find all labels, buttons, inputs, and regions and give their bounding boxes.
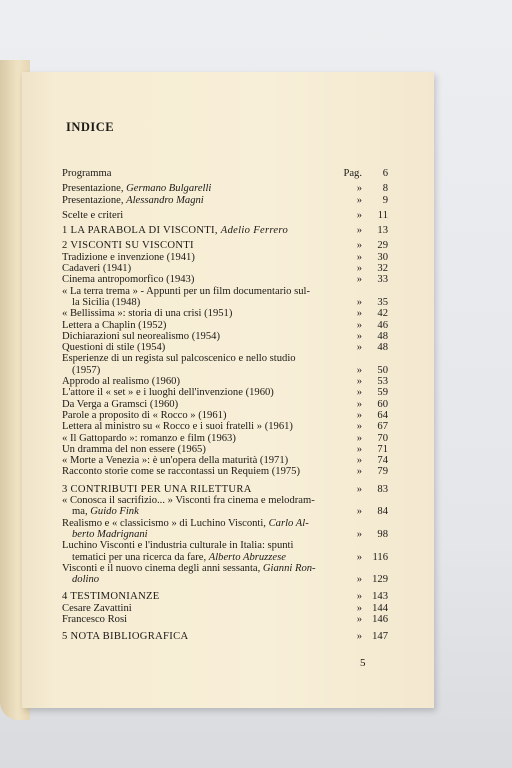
toc-entry-mark: » xyxy=(356,376,362,388)
toc-entry-page: 11 xyxy=(377,209,388,221)
toc-entry-mark: » xyxy=(356,398,362,410)
toc-entry xyxy=(62,331,388,342)
toc-entry xyxy=(62,399,388,410)
toc-entry-text: 1 LA PARABOLA DI VISCONTI, xyxy=(62,225,221,237)
toc-entry-page: 67 xyxy=(377,421,388,433)
toc-entry-text: Cesare Zavattini xyxy=(62,602,132,614)
toc-entry xyxy=(62,308,388,319)
toc-entry-title xyxy=(62,518,340,529)
toc-entry xyxy=(62,387,388,398)
toc-entry-page: 46 xyxy=(377,319,388,331)
toc-entry xyxy=(62,529,388,540)
toc-entry-mark: » xyxy=(356,296,362,308)
toc-entry-text: Lettera a Chaplin (1952) xyxy=(62,319,167,331)
toc-entry-title xyxy=(62,444,340,455)
toc-entry xyxy=(62,484,388,495)
toc-entry xyxy=(62,274,388,285)
toc-entry-mark: » xyxy=(356,421,362,433)
toc-entry-text: « Bellissima »: storia di una crisi (1951) xyxy=(62,308,233,320)
toc-entry-author: Adelio Ferrero xyxy=(220,225,289,237)
toc-entry-title xyxy=(62,376,340,387)
page-heading: INDICE xyxy=(66,120,115,134)
toc-entry xyxy=(62,563,388,574)
toc-entry xyxy=(62,540,388,551)
toc-entry xyxy=(62,614,388,625)
toc-entry xyxy=(62,518,388,529)
book-page xyxy=(22,72,434,708)
toc-entry xyxy=(62,574,388,585)
toc-entry-title xyxy=(62,603,340,614)
toc-entry xyxy=(62,342,388,353)
toc-entry-mark: » xyxy=(356,613,362,625)
toc-entry-title xyxy=(62,591,340,602)
toc-entry-author: dolino xyxy=(72,574,100,586)
toc-entry-page: 9 xyxy=(382,194,388,206)
toc-entry-text: Luchino Visconti e l'industria culturale in Italia: spunti xyxy=(62,540,294,552)
toc-entry-title xyxy=(62,365,340,376)
toc-entry-mark: » xyxy=(356,443,362,455)
toc-entry-page: 48 xyxy=(377,330,388,342)
toc-entry-page: 98 xyxy=(377,528,388,540)
toc-entry-text: Dichiarazioni sul neorealismo (1954) xyxy=(62,330,220,342)
toc-entry-title xyxy=(62,168,340,179)
toc-entry-page: 129 xyxy=(372,574,388,586)
toc-entry-page: 70 xyxy=(377,432,388,444)
toc-entry-title xyxy=(62,421,340,432)
toc-entry-title xyxy=(62,540,340,551)
toc-entry-mark: » xyxy=(356,209,362,221)
toc-entry-author: Alberto Abruzzese xyxy=(208,551,286,563)
toc-entry xyxy=(62,286,388,297)
toc-entry-text: Presentazione, xyxy=(62,194,127,206)
toc-entry-text: Francesco Rosi xyxy=(62,613,128,625)
toc-entry-page: 146 xyxy=(372,613,388,625)
toc-entry-title xyxy=(62,183,340,194)
toc-entry-text: « Morte a Venezia »: è un'opera della maturità (1971) xyxy=(62,455,289,467)
toc-entry-mark: » xyxy=(356,330,362,342)
toc-entry-mark: » xyxy=(356,483,362,495)
toc-entry-text: Esperienze di un regista sul palcoscenico e nello studio xyxy=(62,353,296,365)
toc-entry-title xyxy=(62,455,340,466)
toc-entry-page: 64 xyxy=(377,409,388,421)
toc-entry-text: Cadaveri (1941) xyxy=(62,263,132,275)
toc-entry-title xyxy=(62,263,340,274)
toc-entry-title xyxy=(62,495,340,506)
toc-entry xyxy=(62,365,388,376)
toc-entry-mark: » xyxy=(356,194,362,206)
toc-entry-mark: » xyxy=(356,225,362,237)
toc-entry xyxy=(62,240,388,251)
toc-entry-mark: » xyxy=(356,240,362,252)
toc-entry xyxy=(62,168,388,179)
toc-entry xyxy=(62,591,388,602)
toc-entry-text: 2 VISCONTI SU VISCONTI xyxy=(62,240,194,252)
toc-entry-mark: » xyxy=(356,591,362,603)
toc-entry-author: Guido Fink xyxy=(90,506,139,518)
toc-entry-title xyxy=(62,240,340,251)
toc-entry-text: Cinema antropomorfico (1943) xyxy=(62,274,195,286)
toc-entry-text: ma, xyxy=(72,506,91,518)
toc-entry-title xyxy=(62,353,340,364)
toc-entry-text: Un dramma del non essere (1965) xyxy=(62,443,206,455)
toc-entry-mark: » xyxy=(356,432,362,444)
toc-entry xyxy=(62,263,388,274)
toc-entry-page: 143 xyxy=(372,591,388,603)
toc-entry xyxy=(62,225,388,236)
toc-entry-text: Da Verga a Gramsci (1960) xyxy=(62,398,179,410)
toc-entry-mark: » xyxy=(356,274,362,286)
toc-entry xyxy=(62,603,388,614)
toc-entry-title xyxy=(62,252,340,263)
toc-entry-page: 48 xyxy=(377,342,388,354)
toc-entry-mark: » xyxy=(356,574,362,586)
toc-entry-title xyxy=(62,631,340,642)
toc-entry-title xyxy=(62,552,340,563)
toc-entry-text: « Conosca il sacrifizio... » Visconti fra cinema e melodram- xyxy=(62,495,315,507)
toc-entry-title xyxy=(62,225,340,236)
toc-entry-text: Lettera al ministro su « Rocco e i suoi fratelli » (1961) xyxy=(62,421,293,433)
toc-entry-text: Visconti e il nuovo cinema degli anni sessanta, xyxy=(62,562,263,574)
toc-entry-page: 30 xyxy=(377,251,388,263)
toc-entry-mark: » xyxy=(356,528,362,540)
toc-entry-text: Scelte e criteri xyxy=(62,209,124,221)
toc-entry xyxy=(62,320,388,331)
toc-entry-text: « Il Gattopardo »: romanzo e film (1963) xyxy=(62,432,236,444)
toc-entry xyxy=(62,252,388,263)
toc-entry-title xyxy=(62,466,340,477)
toc-entry-mark: » xyxy=(356,342,362,354)
toc-entry-title xyxy=(62,563,340,574)
toc-entry-text: Realismo e « classicismo » di Luchino Visconti, xyxy=(62,517,269,529)
toc-entry-text: 3 CONTRIBUTI PER UNA RILETTURA xyxy=(62,483,252,495)
toc-entry-page: 32 xyxy=(377,263,388,275)
toc-entry-text: Questioni di stile (1954) xyxy=(62,342,166,354)
toc-entry-title xyxy=(62,614,340,625)
toc-entry-text: Parole a proposito di « Rocco » (1961) xyxy=(62,409,227,421)
toc-entry-mark: » xyxy=(356,455,362,467)
toc-entry-page: 6 xyxy=(382,168,388,179)
toc-entry-title xyxy=(62,274,340,285)
toc-entry xyxy=(62,376,388,387)
toc-entry-author: Germano Bulgarelli xyxy=(126,183,212,195)
toc-entry-page: 144 xyxy=(372,602,388,614)
toc-entry xyxy=(62,195,388,206)
toc-entry-page: 147 xyxy=(372,631,388,643)
toc-entry xyxy=(62,297,388,308)
toc-entry-text: tematici per una ricerca da fare, xyxy=(72,551,209,563)
toc-entry-author: Alessandro Magni xyxy=(126,194,204,206)
toc-entry-title xyxy=(62,195,340,206)
toc-entry-mark: » xyxy=(356,466,362,478)
toc-entry-text: Presentazione, xyxy=(62,183,127,195)
toc-entry-page: 50 xyxy=(377,364,388,376)
toc-entry-mark: » xyxy=(356,263,362,275)
toc-entry-title xyxy=(62,210,340,221)
toc-entry-text: 4 TESTIMONIANZE xyxy=(62,591,160,603)
toc-entry-title xyxy=(62,399,340,410)
toc-entry xyxy=(62,421,388,432)
toc-entry-mark: » xyxy=(356,409,362,421)
toc-entry-author: Carlo Al- xyxy=(268,517,309,529)
toc-entry-mark: Pag. xyxy=(343,168,362,179)
toc-entry-page: 35 xyxy=(377,296,388,308)
toc-entry xyxy=(62,506,388,517)
toc-entry-page: 74 xyxy=(377,455,388,467)
toc-entry-page: 79 xyxy=(377,466,388,478)
toc-entry-page: 8 xyxy=(382,183,388,195)
toc-entry-page: 29 xyxy=(377,240,388,252)
toc-entry-title xyxy=(62,410,340,421)
toc-entry xyxy=(62,631,388,642)
toc-entry-text: Approdo al realismo (1960) xyxy=(62,376,180,388)
toc-entry-title xyxy=(62,506,340,517)
toc-entry-mark: » xyxy=(356,251,362,263)
toc-entry-title xyxy=(62,331,340,342)
toc-entry-page: 53 xyxy=(377,376,388,388)
toc-entry-title xyxy=(62,529,340,540)
toc-entry xyxy=(62,444,388,455)
toc-entry-text: 5 NOTA BIBLIOGRAFICA xyxy=(62,631,189,643)
toc-entry-mark: » xyxy=(356,319,362,331)
toc-entry-title xyxy=(62,286,340,297)
toc-entry xyxy=(62,210,388,221)
toc-entry-title xyxy=(62,297,340,308)
toc-entry-mark: » xyxy=(356,551,362,563)
toc-entry-mark: » xyxy=(356,602,362,614)
toc-entry-page: 13 xyxy=(377,225,388,237)
toc-entry-text: Tradizione e invenzione (1941) xyxy=(62,251,195,263)
toc-entry-title xyxy=(62,433,340,444)
toc-entry-title xyxy=(62,574,340,585)
toc-entry xyxy=(62,495,388,506)
toc-entry-page: 116 xyxy=(372,551,388,563)
toc-entry-title xyxy=(62,484,340,495)
toc-entry-text: L'attore il « set » e i luoghi dell'invenzione (1960) xyxy=(62,387,274,399)
page-number: 5 xyxy=(360,657,366,669)
toc-entry-text: Racconto storie come se raccontassi un Requiem (1975) xyxy=(62,466,300,478)
toc-entry xyxy=(62,552,388,563)
toc-entry-mark: » xyxy=(356,183,362,195)
toc-entry-page: 60 xyxy=(377,398,388,410)
toc-entry-page: 59 xyxy=(377,387,388,399)
toc-entry-page: 33 xyxy=(377,274,388,286)
toc-entry-page: 42 xyxy=(377,308,388,320)
toc-entry-title xyxy=(62,320,340,331)
toc-entry-text: la Sicilia (1948) xyxy=(72,296,141,308)
toc-entry-mark: » xyxy=(356,631,362,643)
toc-entry-mark: » xyxy=(356,387,362,399)
table-of-contents xyxy=(62,168,388,643)
toc-entry xyxy=(62,410,388,421)
toc-entry xyxy=(62,353,388,364)
toc-entry-title xyxy=(62,387,340,398)
toc-entry-mark: » xyxy=(356,506,362,518)
toc-entry-mark: » xyxy=(356,364,362,376)
toc-entry-text: « La terra trema » - Appunti per un film documentario sul- xyxy=(62,285,310,297)
toc-entry-mark: » xyxy=(356,308,362,320)
toc-entry-text: (1957) xyxy=(72,364,101,376)
toc-entry-page: 71 xyxy=(377,443,388,455)
toc-entry xyxy=(62,433,388,444)
toc-entry-text: Programma xyxy=(62,168,112,179)
toc-entry xyxy=(62,455,388,466)
toc-entry xyxy=(62,183,388,194)
toc-entry-author: berto Madrignani xyxy=(72,528,148,540)
toc-entry xyxy=(62,466,388,477)
toc-entry-page: 83 xyxy=(377,483,388,495)
toc-entry-title xyxy=(62,342,340,353)
toc-entry-title xyxy=(62,308,340,319)
toc-entry-author: Gianni Ron- xyxy=(262,562,316,574)
toc-entry-page: 84 xyxy=(377,506,388,518)
